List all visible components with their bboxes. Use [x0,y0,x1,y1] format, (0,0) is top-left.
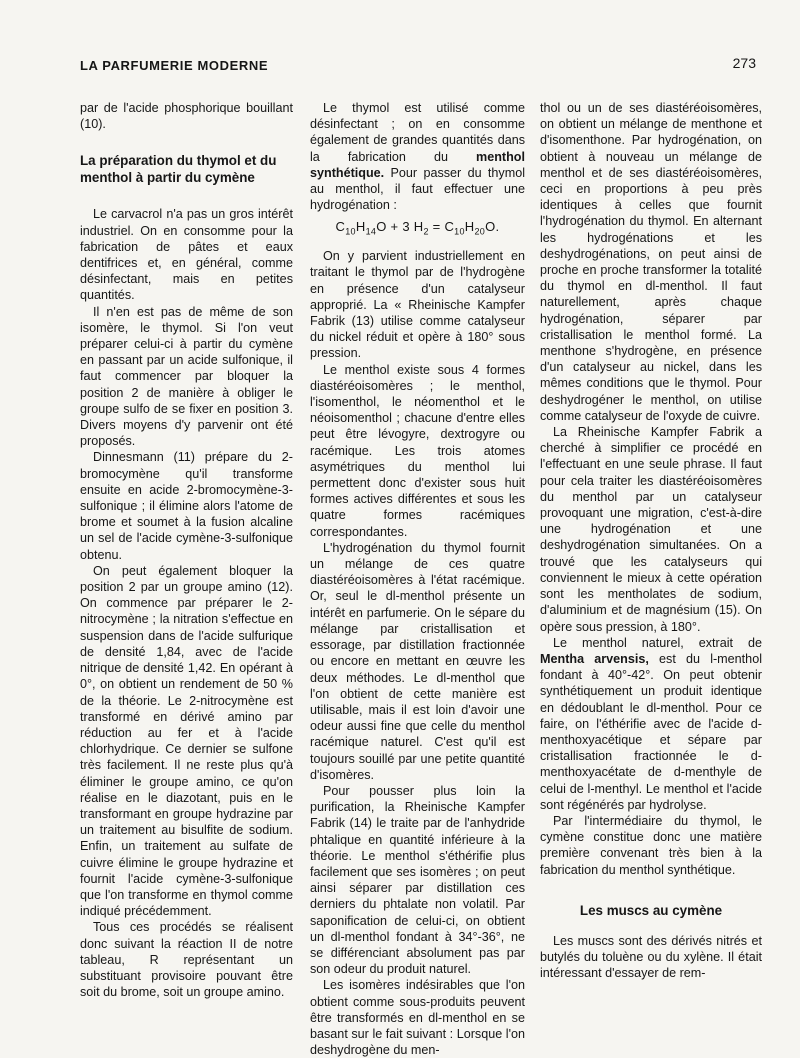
formula-sub: 10 [345,227,356,238]
column-2 [310,100,525,1058]
text-run: est du l-menthol fondant à 40°-42°. On peut obtenir synthétiquement un produit identique en dédoublant le dl-menthol. Pour ce faire, on l'éthérifie avec de l'acide d-menthoxyacétique et sépare par cristallisation fractionnée le d-menthoxyacétate de d-menthyle de celui de l-menthyl. Le menthol et l'acide sont régénérés par hydrolyse. [540,651,762,812]
formula-part: O. [485,219,500,235]
bold-term: Mentha arvensis, [540,651,649,666]
paragraph: Les isomères indésirables que l'on obtient comme sous-produits peuvent être transformés en dl-menthol en se basant sur le fait suivant : Lorsque l'on deshydrogène du men- [310,978,525,1058]
paragraph: par de l'acide phosphorique bouillant (10). [80,101,293,132]
text-run: Le thymol est utilisé comme désinfectant ; on en consomme également de grandes quantités dans la fabrication du [310,101,525,164]
text-run: Le menthol naturel, extrait de [553,635,762,650]
paragraph: Dinnesmann (11) prépare du 2-bromocymène qu'il transforme ensuite en acide 2-bromocymène-3-sulfonique ; il élimine alors l'atome de brome et soumet à la fusion alcaline un sel de l'acide cymène-3-sulfonique obtenu. [80,450,293,562]
formula-part: H [464,219,475,235]
chemical-equation [310,219,525,240]
formula-sub: 10 [454,227,465,238]
paragraph: L'hydrogénation du thymol fournit un mélange de ces quatre diastéréoisomères à l'état racémique. Or, seul le dl-menthol présente un intérêt en parfumerie. On le sépare du mélange par cristallisation et essorage, par distillation fractionnée ou encore en mettant en œuvre les deux méthodes. Le dl-menthol que l'on obtient de cette manière est utilisable, mais il est loin d'avoir une odeur aussi fine que celle du menthol racémique naturel. C'est qu'il est toujours souillé par une petite quantité d'isomères. [310,540,525,782]
formula-part: = C [428,219,455,235]
page-number: 273 [732,55,756,71]
paragraph [540,635,762,813]
formula-part: H [355,219,366,235]
paragraph: Pour pousser plus loin la purification, la Rheinische Kampfer Fabrik (14) le traite par de l'anhydride phtalique en quantité inférieure à la théorie. Le menthol s'éthérifie plus facilement que ses isomères ; on peut ainsi séparer par distillation ces derniers du phtalate non volatil. Par saponification de celui-ci, on obtient un dl-menthol fondant à 34°-36°, ne se différenciant absolument pas par son odeur du produit naturel. [310,783,525,977]
running-head [80,55,756,78]
formula-sub: 14 [365,227,377,238]
paragraph: La Rheinische Kampfer Fabrik a cherché à simplifier ce procédé en l'effectuant en une seule phrase. Il faut pour cela traiter les diastéréoisomères du menthol par un catalyseur provoquant une migration, c'est-à-dire une hydrogénation et une deshydrogénation simultanées. On a trouvé que les catalyseurs qui conviennent le mieux à cette opération sont les mentholates de sodium, d'aluminium et de magnésium (15). On opère sous pression, à 180°. [540,425,762,634]
paragraph: Il n'en est pas de même de son isomère, le thymol. Si l'on veut préparer celui-ci à partir du cymène en passant par un acide sulfonique, il faut commencer par bloquer la position 2 de manière à obliger le groupe sulfo de se fixer en position 3. Divers moyens d'y parvenir ont été proposés. [80,304,293,449]
formula-part: C [335,219,346,235]
paragraph: On peut également bloquer la position 2 par un groupe amino (12). On commence par préparer le 2-nitrocymène ; la nitration s'effectue en suspension dans de l'acide sulfurique de densité 1,84, avec de l'acide nitrique de densité 1,42. En opérant à 0°, on obtient un rendement de 50 % de la théorie. Le 2-nitrocymène est transformé en dérivé amino par réduction au fer et à l'acide chlorhydrique. Ce dernier se sulfone très facilement. Il ne reste plus qu'à éliminer le groupe amino, ce qu'on réalise en le diazotant, puis en le transformant en groupe hydrazine par un traitement au bisulfite de sodium. Enfin, un traitement au sulfate de cuivre élimine le groupe hydrazine et fournit l'acide cymène-3-sulfonique que l'on transforme en thymol comme indiqué précédemment. [80,563,293,919]
section-heading-thymol-menthol: La préparation du thymol et du menthol à partir du cymène [80,153,277,186]
paragraph: thol ou un de ses diastéréoisomères, on obtient un mélange de menthone et d'isomenthone. Par hydrogénation, on obtient à nouveau un mélange de menthol et de ses diastéréoisomères, ceci en proportions à peu près identiques à celles que fournit l'hydrogénation du thymol. En alternant les hydrogénations et les deshydrogénations, on peut ainsi de proche en proche transformer la totalité du thymol en dl-menthol. Il faut naturellement, après chaque hydrogénation, séparer par cristallisation le menthol formé. La menthone s'hydrogène, en présence d'un catalyseur au nickel, dans les mêmes conditions que le thymol. Pour deshydrogéner le menthol, on utilise comme catalyseur de l'oxyde de cuivre. [540,101,762,423]
paragraph: Par l'intermédiaire du thymol, le cymène constitue donc une matière première convenant très bien à la fabrication du menthol synthétique. [540,813,762,877]
formula-part: O + 3 H [376,219,424,235]
section-heading-muscs: Les muscs au cymène [579,902,723,918]
paragraph: Les muscs sont des dérivés nitrés et butylés du toluène ou du xylène. Il était intéressant d'essayer de rem- [540,933,762,981]
column-1 [80,100,293,1000]
column-3 [540,100,762,981]
formula-sub: 20 [474,227,486,238]
bold-term: menthol synthétique. [310,149,525,180]
text-run: Pour passer du thymol au menthol, il faut effectuer une hydrogénation : [310,165,525,213]
paragraph: On y parvient industriellement en traitant le thymol par de l'hydrogène en présence d'un catalyseur approprié. La « Rheinische Kampfer Fabrik (13) utilise comme catalyseur du nickel réduit et opère à 180° sous pression. [310,249,525,361]
paragraph [310,100,525,213]
paragraph: Tous ces procédés se réalisent donc suivant la réaction II de notre tableau, R représentant un substituant provisoire pouvant être soit du brome, soit un groupe amino. [80,920,293,1000]
paragraph: Le carvacrol n'a pas un gros intérêt industriel. On en consomme pour la fabrication de pâtes et eaux dentifrices et, en général, comme désinfectant, mais en petites quantités. [80,207,293,303]
formula-sub: 2 [423,227,429,238]
paragraph: Le menthol existe sous 4 formes diastéréoisomères ; le menthol, l'isomenthol, le néomenthol et le néoisomenthol ; chacune d'entre elles peut être lévogyre, dextrogyre ou racémique. Les trois atomes asymétriques du menthol lui permettent donc d'exister sous huit formes actives différentes et sous les quatre formes racémiques correspondantes. [310,362,525,539]
journal-title: LA PARFUMERIE MODERNE [80,58,269,73]
